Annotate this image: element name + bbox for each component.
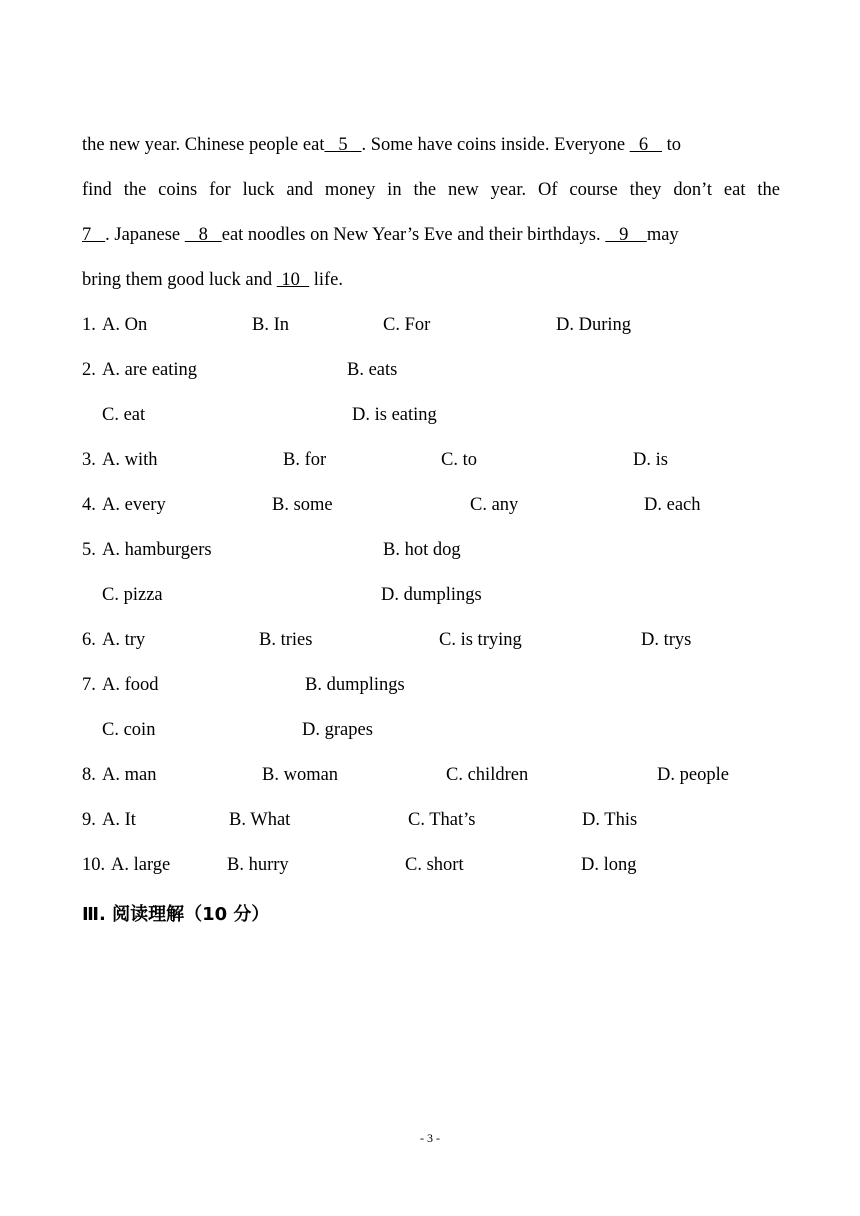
- option-c[interactable]: C. pizza: [102, 585, 163, 605]
- blank-10: 10: [276, 270, 310, 290]
- section-heading: Ⅲ. 阅读理解（10 分）: [82, 904, 270, 925]
- option-b[interactable]: B. some: [272, 495, 333, 515]
- option-b[interactable]: B. What: [229, 810, 291, 830]
- option-c[interactable]: C. short: [405, 855, 464, 875]
- blank-8: 8: [184, 225, 222, 245]
- passage-line-2: find the coins for luck and money in the new year. Of course they don’t eat the: [82, 180, 780, 200]
- question-number: 6.: [82, 630, 96, 650]
- option-b[interactable]: B. woman: [262, 765, 339, 785]
- passage-line-3: [82, 225, 679, 246]
- passage-text: the new year. Chinese people eat: [82, 135, 325, 155]
- option-d[interactable]: D. grapes: [302, 720, 373, 740]
- option-c[interactable]: C. is trying: [439, 630, 522, 650]
- option-c[interactable]: C. eat: [102, 405, 146, 425]
- option-d[interactable]: D. each: [644, 495, 701, 515]
- option-d[interactable]: D. During: [556, 315, 632, 335]
- option-d[interactable]: D. people: [657, 765, 729, 785]
- option-c[interactable]: C. children: [446, 765, 529, 785]
- option-a[interactable]: A. large: [111, 855, 171, 875]
- passage-line-4: [82, 270, 343, 291]
- question-number: 10.: [82, 855, 106, 875]
- option-d[interactable]: D. This: [582, 810, 638, 830]
- question-number: 2.: [82, 360, 96, 380]
- passage-text: bring them good luck and: [82, 270, 277, 290]
- option-b[interactable]: B. for: [283, 450, 327, 470]
- option-b[interactable]: B. In: [252, 315, 289, 335]
- question-number: 1.: [82, 315, 96, 335]
- passage-text: to: [662, 135, 682, 155]
- blank-7: 7: [82, 225, 106, 245]
- option-b[interactable]: B. tries: [259, 630, 313, 650]
- option-d[interactable]: D. is: [633, 450, 668, 470]
- passage-text: . Japanese: [105, 225, 185, 245]
- option-a[interactable]: A. On: [102, 315, 148, 335]
- passage-text: may: [646, 225, 679, 245]
- option-a[interactable]: A. every: [102, 495, 166, 515]
- option-c[interactable]: C. coin: [102, 720, 156, 740]
- option-d[interactable]: D. is eating: [352, 405, 437, 425]
- question-number: 9.: [82, 810, 96, 830]
- option-c[interactable]: C. That’s: [408, 810, 476, 830]
- passage-line-1: [82, 135, 681, 156]
- option-a[interactable]: A. food: [102, 675, 159, 695]
- option-a[interactable]: A. It: [102, 810, 136, 830]
- question-number: 3.: [82, 450, 96, 470]
- question-number: 7.: [82, 675, 96, 695]
- blank-6: 6: [629, 135, 663, 155]
- blank-9: 9: [605, 225, 647, 245]
- passage-text: life.: [309, 270, 344, 290]
- option-d[interactable]: D. dumplings: [381, 585, 482, 605]
- option-a[interactable]: A. try: [102, 630, 146, 650]
- passage-text: eat noodles on New Year’s Eve and their birthdays.: [221, 225, 606, 245]
- option-c[interactable]: C. any: [470, 495, 519, 515]
- page-number: - 3 -: [420, 1131, 440, 1145]
- passage-text: . Some have coins inside. Everyone: [361, 135, 630, 155]
- question-number: 4.: [82, 495, 96, 515]
- option-b[interactable]: B. dumplings: [305, 675, 405, 695]
- option-b[interactable]: B. hurry: [227, 855, 289, 875]
- option-c[interactable]: C. For: [383, 315, 431, 335]
- option-d[interactable]: D. trys: [641, 630, 692, 650]
- question-number: 5.: [82, 540, 96, 560]
- question-number: 8.: [82, 765, 96, 785]
- option-a[interactable]: A. with: [102, 450, 158, 470]
- option-d[interactable]: D. long: [581, 855, 637, 875]
- blank-5: 5: [324, 135, 362, 155]
- option-a[interactable]: A. hamburgers: [102, 540, 212, 560]
- option-b[interactable]: B. hot dog: [383, 540, 461, 560]
- option-c[interactable]: C. to: [441, 450, 477, 470]
- option-b[interactable]: B. eats: [347, 360, 398, 380]
- option-a[interactable]: A. man: [102, 765, 157, 785]
- option-a[interactable]: A. are eating: [102, 360, 198, 380]
